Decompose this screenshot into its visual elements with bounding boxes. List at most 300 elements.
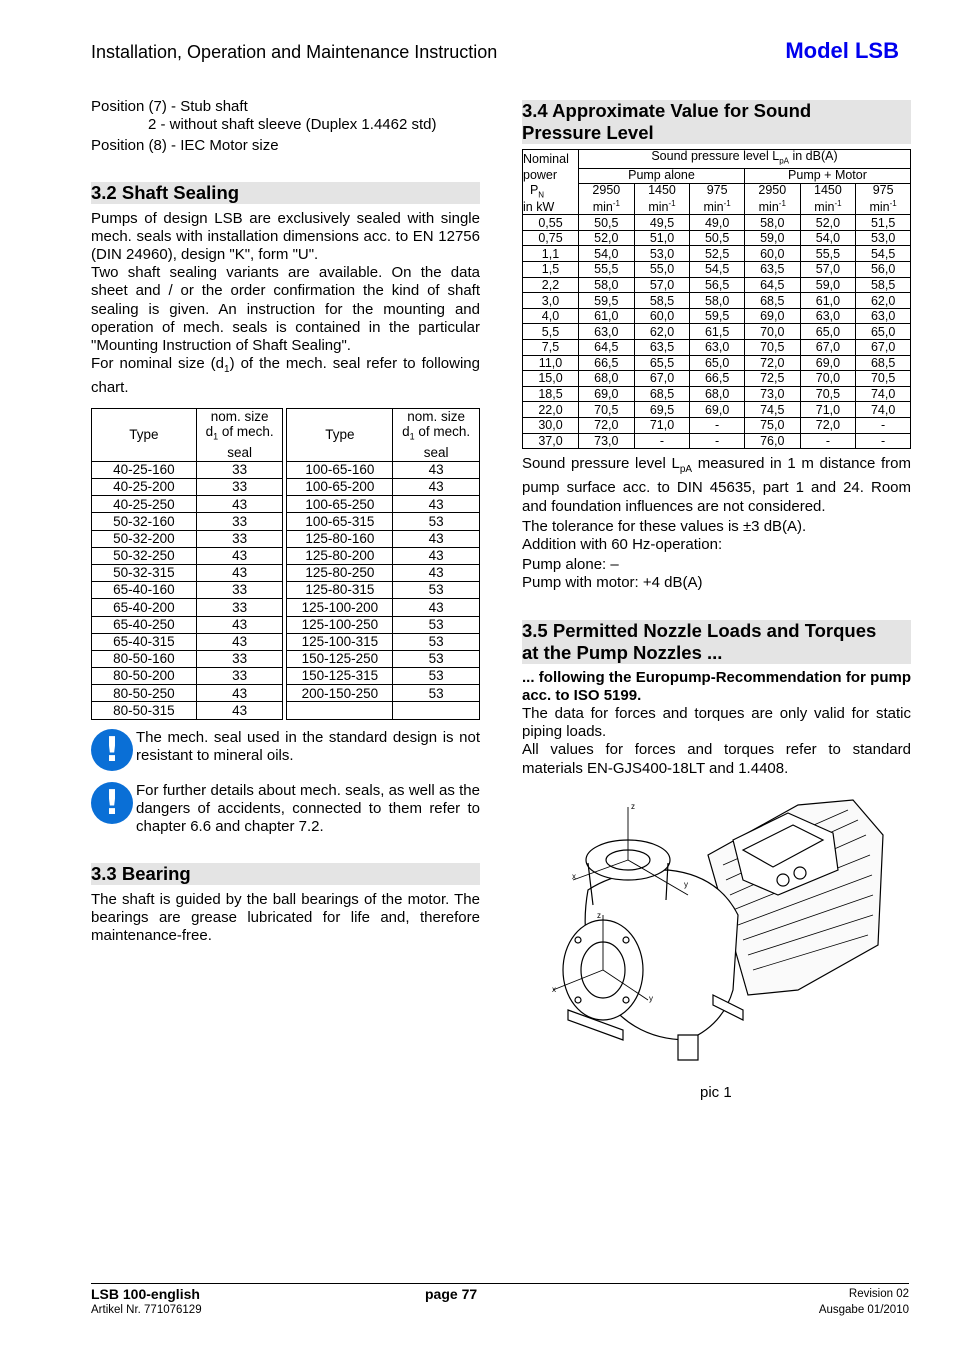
- table-row: [92, 668, 480, 685]
- spl-cell: 63,0: [800, 308, 856, 324]
- spl-cell: 49,0: [690, 215, 745, 231]
- spl-cell: 69,5: [634, 402, 690, 418]
- table-row: [92, 685, 480, 702]
- spl-cell: 55,5: [579, 262, 635, 278]
- spl-cell: 63,0: [690, 340, 745, 356]
- seal-size-cell: 33: [196, 599, 283, 616]
- pump-drawing: [548, 795, 888, 1075]
- table-row: [92, 582, 480, 599]
- pn-sub: N: [538, 190, 545, 200]
- seal-size-cell: 33: [196, 479, 283, 496]
- spl-cell: 70,0: [744, 324, 800, 340]
- table-row: [523, 293, 911, 309]
- spl-cell: 58,0: [579, 277, 635, 293]
- seal-type-cell: 125-80-200: [287, 547, 393, 564]
- page-header: [91, 38, 909, 68]
- seal-type-cell: 80-50-315: [92, 702, 197, 719]
- shaft-sealing-para1: Pumps of design LSB are exclusively sealed with single mech. seals with installation dimensions acc. to EN 12756 (DIN 24960), design "K", form "U".: [91, 209, 480, 264]
- seal-type-cell: [287, 702, 393, 719]
- para3-sub: 1: [224, 364, 230, 376]
- power-cell: 18,5: [523, 386, 579, 402]
- spl-cell: 67,0: [800, 340, 856, 356]
- power-cell: 37,0: [523, 433, 579, 449]
- table-row: [523, 230, 911, 246]
- seal-size-cell: 33: [196, 668, 283, 685]
- speed-header: [744, 184, 800, 215]
- seal-type-cell: 65-40-160: [92, 582, 197, 599]
- position7-line1: Position (7) - Stub shaft: [91, 98, 248, 115]
- seal-size-cell: 43: [393, 530, 480, 547]
- spl-cell: -: [690, 417, 745, 433]
- spl-post: in dB(A): [789, 149, 838, 163]
- footer-doc: LSB 100-english: [91, 1286, 200, 1302]
- seal-size-cell: 43: [196, 564, 283, 581]
- spl-cell: 60,0: [744, 246, 800, 262]
- power-cell: 22,0: [523, 402, 579, 418]
- spl-cell: 59,0: [744, 230, 800, 246]
- table-row: [523, 417, 911, 433]
- speed-header: [579, 184, 635, 215]
- size-sub: 1: [409, 431, 415, 442]
- spl-cell: 68,5: [744, 293, 800, 309]
- seal-size-cell: 43: [393, 461, 480, 478]
- shaft-sealing-heading: 3.2 Shaft Sealing: [91, 182, 480, 204]
- seal-type-cell: 40-25-250: [92, 496, 197, 513]
- sound-heading-l1: 3.4 Approximate Value for Sound: [522, 100, 812, 121]
- desc-pre: Sound pressure level L: [522, 455, 680, 473]
- axis-label-x: x: [572, 872, 576, 881]
- spl-cell: 62,0: [634, 324, 690, 340]
- spl-cell: 63,0: [579, 324, 635, 340]
- inkw: in kW: [523, 200, 555, 215]
- spl-cell: 68,5: [634, 386, 690, 402]
- table-row: [92, 616, 480, 633]
- power-cell: 11,0: [523, 355, 579, 371]
- h-nominal: Nominal: [523, 150, 579, 169]
- para3-pre: For nominal size (d: [91, 355, 225, 373]
- speed-unit-sup: -1: [723, 199, 731, 209]
- pump-motor-add: Pump with motor: +4 dB(A): [522, 574, 703, 592]
- spl-cell: 68,0: [690, 386, 745, 402]
- spl-cell: 56,5: [690, 277, 745, 293]
- spl-cell: 64,5: [744, 277, 800, 293]
- document-title: Installation, Operation and Maintenance Instruction: [91, 42, 498, 62]
- spl-cell: 54,0: [800, 230, 856, 246]
- table-row: [523, 340, 911, 356]
- spl-cell: 72,0: [744, 355, 800, 371]
- table-row: [523, 277, 911, 293]
- speed-value: 1450: [814, 183, 842, 198]
- spl-cell: 70,0: [800, 371, 856, 387]
- spl-cell: -: [634, 433, 690, 449]
- size-l2: of mech.: [414, 424, 471, 440]
- shaft-sealing-para3: [91, 355, 480, 397]
- speed-header: [690, 184, 745, 215]
- h-pump-motor: Pump + Motor: [744, 168, 910, 184]
- position8: Position (8) - IEC Motor size: [91, 137, 279, 155]
- spl-cell: 69,0: [744, 308, 800, 324]
- addition: Addition with 60 Hz-operation:: [522, 535, 723, 553]
- seal-type-cell: 200-150-250: [287, 685, 393, 702]
- spl-cell: 71,0: [800, 402, 856, 418]
- size-l1: nom. size: [407, 408, 466, 424]
- spl-cell: 70,5: [856, 371, 911, 387]
- axis-label-y: y: [684, 880, 688, 889]
- spl-cell: 63,0: [856, 308, 911, 324]
- spl-cell: 67,0: [634, 371, 690, 387]
- spl-cell: 53,0: [856, 230, 911, 246]
- power-cell: 1,5: [523, 262, 579, 278]
- axis-label-z: z: [597, 911, 601, 920]
- spl-cell: 67,0: [856, 340, 911, 356]
- speed-unit: min: [814, 200, 835, 215]
- seal-size-cell: 53: [393, 685, 480, 702]
- seal-size-cell: 33: [196, 582, 283, 599]
- desc-post: measured in 1 m distance from pump surface acc. to DIN 45635, part 1 and 24. Room and foundation influences are not considered.: [522, 455, 911, 515]
- spl-cell: 66,5: [579, 355, 635, 371]
- pump-alone-add: Pump alone: –: [522, 556, 619, 574]
- power-cell: 2,2: [523, 277, 579, 293]
- seal-size-cell: 43: [196, 685, 283, 702]
- seal-size-cell: 43: [393, 599, 480, 616]
- seal-size-cell: 43: [393, 479, 480, 496]
- right-column: [522, 100, 911, 778]
- spl-cell: 74,0: [856, 386, 911, 402]
- spl-cell: 59,0: [800, 277, 856, 293]
- h-pump-alone: Pump alone: [579, 168, 745, 184]
- col-size-right: [393, 408, 480, 461]
- size-sub: 1: [213, 431, 219, 442]
- spl-cell: 62,0: [856, 293, 911, 309]
- table-row: [523, 433, 911, 449]
- nozzle-bold: ... following the Europump-Recommendation for pump acc. to ISO 5199.: [522, 668, 911, 704]
- spl-cell: 65,0: [856, 324, 911, 340]
- spl-cell: 60,0: [634, 308, 690, 324]
- seal-size-cell: [393, 702, 480, 719]
- speed-unit: min: [648, 200, 669, 215]
- spl-cell: 70,5: [579, 402, 635, 418]
- spl-cell: 52,0: [800, 215, 856, 231]
- h-spl: [579, 150, 911, 169]
- bearing-text: The shaft is guided by the ball bearings of the motor. The bearings are grease lubricated for life and, therefore maintenance-free.: [91, 890, 480, 945]
- seal-type-cell: 40-25-200: [92, 479, 197, 496]
- col-size-left: [196, 408, 283, 461]
- speed-value: 975: [872, 183, 894, 198]
- position7-line2: 2 - without shaft sleeve (Duplex 1.4462 std): [148, 116, 437, 134]
- seal-type-cell: 80-50-160: [92, 650, 197, 667]
- seal-size-cell: 53: [393, 582, 480, 599]
- nozzle-heading-l2: at the Pump Nozzles ...: [522, 641, 723, 663]
- spl-cell: 64,5: [579, 340, 635, 356]
- pic-caption: pic 1: [700, 1084, 732, 1101]
- table-row: [92, 599, 480, 616]
- speed-unit-sup: -1: [612, 199, 620, 209]
- spl-cell: 54,0: [579, 246, 635, 262]
- note-further-details: [91, 782, 480, 837]
- size-l3: seal: [227, 445, 252, 461]
- spl-cell: 54,5: [856, 246, 911, 262]
- tolerance: The tolerance for these values is ±3 dB(A).: [522, 517, 807, 535]
- table-row: [523, 386, 911, 402]
- speed-value: 1450: [648, 183, 676, 198]
- nozzle-heading-l1: 3.5 Permitted Nozzle Loads and Torques: [522, 619, 877, 641]
- speed-unit-sup: -1: [889, 199, 897, 209]
- speed-unit-sup: -1: [778, 199, 786, 209]
- bearing-heading: 3.3 Bearing: [91, 863, 480, 885]
- spl-cell: 72,5: [744, 371, 800, 387]
- seal-size-cell: 43: [196, 702, 283, 719]
- seal-size-cell: 43: [196, 496, 283, 513]
- left-column: [91, 98, 480, 945]
- exclamation-icon: !: [91, 729, 133, 771]
- axis-label-x: x: [552, 985, 556, 994]
- spl-cell: 61,0: [800, 293, 856, 309]
- seal-type-cell: 80-50-250: [92, 685, 197, 702]
- spl-cell: 55,5: [800, 246, 856, 262]
- spl-cell: 55,0: [634, 262, 690, 278]
- seal-size-cell: 33: [196, 461, 283, 478]
- model-name: Model LSB: [785, 38, 899, 63]
- pn: P: [529, 182, 539, 197]
- speed-unit: min: [758, 200, 779, 215]
- spl-cell: 74,5: [744, 402, 800, 418]
- size-d: d: [402, 424, 410, 440]
- spl-cell: 66,5: [690, 371, 745, 387]
- size-l3: seal: [423, 445, 449, 461]
- table-row: [523, 371, 911, 387]
- speed-unit: min: [869, 200, 890, 215]
- sound-heading-l2: Pressure Level: [522, 122, 654, 143]
- spl-cell: 58,0: [744, 215, 800, 231]
- spl-cell: 61,5: [690, 324, 745, 340]
- spl-cell: 65,0: [690, 355, 745, 371]
- seal-size-cell: 43: [196, 633, 283, 650]
- power-cell: 0,55: [523, 215, 579, 231]
- spl-cell: 52,0: [579, 230, 635, 246]
- spl-cell: 52,5: [690, 246, 745, 262]
- sound-desc: [522, 455, 911, 516]
- seal-size-cell: 53: [393, 633, 480, 650]
- spl-cell: -: [856, 433, 911, 449]
- spl-cell: 50,5: [690, 230, 745, 246]
- axis-label-y: y: [649, 994, 653, 1003]
- size-d: d: [205, 424, 214, 440]
- seal-type-cell: 65-40-200: [92, 599, 197, 616]
- sound-pressure-table: [522, 149, 911, 449]
- spl-cell: 58,5: [634, 293, 690, 309]
- seal-type-cell: 100-65-315: [287, 513, 393, 530]
- spl-cell: 73,0: [579, 433, 635, 449]
- spl-cell: -: [690, 433, 745, 449]
- footer-page: page 77: [425, 1286, 478, 1302]
- seal-type-cell: 50-32-250: [92, 547, 197, 564]
- pump-foot: [678, 1035, 698, 1060]
- seal-size-cell: 33: [196, 530, 283, 547]
- spl-sub: pA: [779, 156, 789, 166]
- footer-artikel: Artikel Nr. 771076129: [91, 1304, 202, 1316]
- power-cell: 1,1: [523, 246, 579, 262]
- speed-value: 975: [706, 183, 728, 198]
- spl-cell: 75,0: [744, 417, 800, 433]
- spl-cell: 51,5: [856, 215, 911, 231]
- seal-size-cell: 43: [393, 547, 480, 564]
- table-row: [92, 496, 480, 513]
- seal-size-table: [91, 408, 480, 720]
- speed-unit: min: [703, 200, 724, 215]
- seal-type-cell: 50-32-200: [92, 530, 197, 547]
- para3-post: ) of the mech. seal refer to following chart.: [91, 355, 480, 397]
- seal-type-cell: 40-25-160: [92, 461, 197, 478]
- power-cell: 7,5: [523, 340, 579, 356]
- col-type-right: Type: [287, 408, 393, 461]
- table-row: [92, 513, 480, 530]
- spl-cell: 49,5: [634, 215, 690, 231]
- spl-cell: 57,0: [800, 262, 856, 278]
- h-power: power: [523, 168, 579, 184]
- spl-cell: 76,0: [744, 433, 800, 449]
- desc-sub: pA: [679, 464, 693, 476]
- seal-size-cell: 43: [196, 547, 283, 564]
- sound-heading: [522, 100, 911, 144]
- note1-text: The mech. seal used in the standard design is not resistant to mineral oils.: [136, 728, 480, 764]
- seal-type-cell: 65-40-250: [92, 616, 197, 633]
- seal-type-cell: 65-40-315: [92, 633, 197, 650]
- seal-size-cell: 53: [393, 650, 480, 667]
- power-cell: 0,75: [523, 230, 579, 246]
- table-row: [92, 650, 480, 667]
- spl-cell: 59,5: [690, 308, 745, 324]
- table-row: [92, 547, 480, 564]
- spl-cell: -: [856, 417, 911, 433]
- nozzle-para1: The data for forces and torques are only valid for static piping loads.: [522, 704, 911, 741]
- size-l2: of mech.: [218, 424, 274, 440]
- table-row: [523, 355, 911, 371]
- seal-size-cell: 33: [196, 513, 283, 530]
- table-row: [92, 530, 480, 547]
- table-row: [523, 262, 911, 278]
- spl-cell: 68,5: [856, 355, 911, 371]
- spl-cell: 71,0: [634, 417, 690, 433]
- spl-cell: 65,0: [800, 324, 856, 340]
- table-row: [92, 633, 480, 650]
- exclamation-icon: !: [91, 782, 133, 824]
- spl-cell: 58,5: [856, 277, 911, 293]
- spl-cell: 57,0: [634, 277, 690, 293]
- power-cell: 3,0: [523, 293, 579, 309]
- spl-pre: Sound pressure level L: [651, 149, 780, 163]
- spl-cell: 70,5: [744, 340, 800, 356]
- table-row: [92, 702, 480, 719]
- spl-cell: 53,0: [634, 246, 690, 262]
- col-type-left: Type: [92, 408, 197, 461]
- seal-size-cell: 33: [196, 650, 283, 667]
- seal-type-cell: 150-125-315: [287, 668, 393, 685]
- table-row: [523, 324, 911, 340]
- footer-ausgabe: Ausgabe 01/2010: [818, 1304, 909, 1316]
- seal-type-cell: 125-100-200: [287, 599, 393, 616]
- speed-unit: min: [592, 200, 613, 215]
- spl-cell: 63,5: [744, 262, 800, 278]
- spl-cell: 50,5: [579, 215, 635, 231]
- power-cell: 5,5: [523, 324, 579, 340]
- shaft-sealing-para2: Two shaft sealing variants are available. On the data sheet and / or the order confirmation the kind of shaft sealing is given. An instruction for the mounting and operation of mech. seals is contained in the particular "Mounting Instruction of Shaft Sealing".: [91, 264, 480, 355]
- spl-cell: 59,5: [579, 293, 635, 309]
- seal-type-cell: 50-32-315: [92, 564, 197, 581]
- table-row: [92, 564, 480, 581]
- seal-size-cell: 43: [393, 496, 480, 513]
- spl-cell: 58,0: [690, 293, 745, 309]
- spl-cell: 72,0: [579, 417, 635, 433]
- table-row: [92, 461, 480, 478]
- seal-type-cell: 125-80-250: [287, 564, 393, 581]
- speed-unit-sup: -1: [668, 199, 676, 209]
- spl-cell: 70,5: [800, 386, 856, 402]
- speed-header: [800, 184, 856, 215]
- nozzle-heading: [522, 620, 911, 664]
- spl-cell: 68,0: [579, 371, 635, 387]
- spl-cell: 74,0: [856, 402, 911, 418]
- spl-cell: 56,0: [856, 262, 911, 278]
- seal-type-cell: 150-125-250: [287, 650, 393, 667]
- spl-cell: 65,5: [634, 355, 690, 371]
- seal-type-cell: 100-65-250: [287, 496, 393, 513]
- spl-cell: 61,0: [579, 308, 635, 324]
- speed-value: 2950: [592, 183, 621, 198]
- spl-cell: 69,0: [800, 355, 856, 371]
- table-row: [523, 402, 911, 418]
- spl-cell: 51,0: [634, 230, 690, 246]
- seal-type-cell: 80-50-200: [92, 668, 197, 685]
- seal-type-cell: 100-65-200: [287, 479, 393, 496]
- seal-size-cell: 43: [196, 616, 283, 633]
- seal-size-cell: 43: [393, 564, 480, 581]
- seal-size-cell: 53: [393, 616, 480, 633]
- seal-type-cell: 125-80-160: [287, 530, 393, 547]
- spl-cell: 54,5: [690, 262, 745, 278]
- note2-text: For further details about mech. seals, as well as the dangers of accidents, connected to them refer to chapter 6.6 and chapter 7.2.: [136, 782, 480, 836]
- speed-value: 2950: [758, 183, 787, 198]
- speed-header: [856, 184, 911, 215]
- table-row: [523, 215, 911, 231]
- seal-type-cell: 50-32-160: [92, 513, 197, 530]
- seal-type-cell: 125-100-315: [287, 633, 393, 650]
- size-l1: nom. size: [210, 408, 269, 424]
- seal-type-cell: 100-65-160: [287, 461, 393, 478]
- note-mineral-oils: [91, 728, 480, 770]
- footer-revision: Revision 02: [848, 1288, 909, 1300]
- seal-size-cell: 53: [393, 668, 480, 685]
- seal-size-cell: 53: [393, 513, 480, 530]
- table-row: [92, 479, 480, 496]
- table-row: [523, 246, 911, 262]
- power-cell: 15,0: [523, 371, 579, 387]
- speed-unit-sup: -1: [834, 199, 842, 209]
- seal-type-cell: 125-80-315: [287, 582, 393, 599]
- spl-cell: 69,0: [579, 386, 635, 402]
- spl-cell: 69,0: [690, 402, 745, 418]
- power-cell: 4,0: [523, 308, 579, 324]
- spl-cell: 73,0: [744, 386, 800, 402]
- seal-type-cell: 125-100-250: [287, 616, 393, 633]
- spl-cell: -: [800, 433, 856, 449]
- power-cell: 30,0: [523, 417, 579, 433]
- speed-header: [634, 184, 690, 215]
- page-footer: [91, 1283, 909, 1316]
- table-row: [523, 308, 911, 324]
- spl-cell: 63,5: [634, 340, 690, 356]
- h-pn: [523, 184, 579, 215]
- nozzle-para2: All values for forces and torques refer to standard materials EN-GJS400-18LT and 1.4408.: [522, 741, 911, 777]
